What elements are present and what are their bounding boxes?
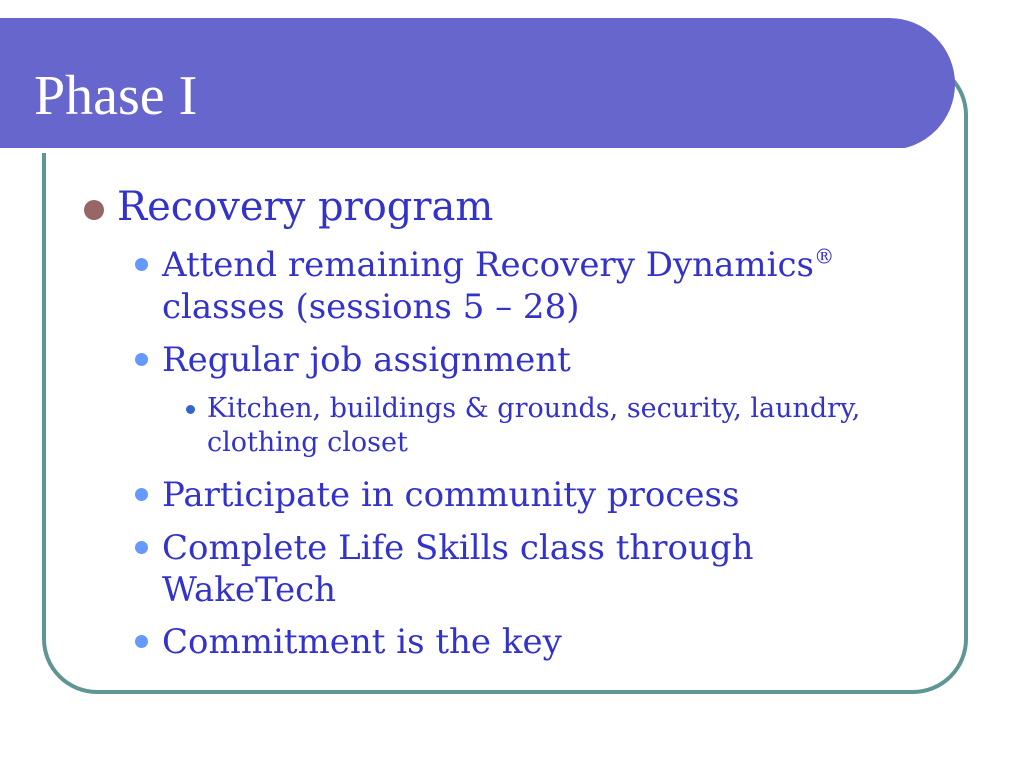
attend-line1-text: Attend remaining Recovery Dynamics <box>162 245 814 285</box>
bullet-dot-level2 <box>135 258 148 271</box>
bullet-dot-level1 <box>84 200 104 220</box>
slide-title: Phase I <box>34 65 198 127</box>
bullet-kitchen-list-cont: clothing closet <box>207 427 408 458</box>
bullet-kitchen-list: Kitchen, buildings & grounds, security, laundry, <box>207 393 861 424</box>
bullet-dot-level3 <box>186 405 195 414</box>
bullet-dot-level2 <box>135 488 148 501</box>
bullet-dot-level2 <box>135 353 148 366</box>
registered-mark: ® <box>813 244 835 269</box>
bullet-regular-job: Regular job assignment <box>162 340 571 380</box>
bullet-dot-level2 <box>135 541 148 554</box>
bullet-life-skills: Complete Life Skills class through <box>162 528 754 568</box>
bullet-participate: Participate in community process <box>162 475 740 515</box>
bullet-attend-classes <box>162 244 834 286</box>
bullet-attend-classes-cont: classes (sessions 5 – 28) <box>162 287 580 327</box>
bullet-recovery-program: Recovery program <box>117 184 494 230</box>
bullet-dot-level2 <box>135 635 148 648</box>
bullet-commitment: Commitment is the key <box>162 622 562 662</box>
bullet-life-skills-cont: WakeTech <box>162 570 337 610</box>
